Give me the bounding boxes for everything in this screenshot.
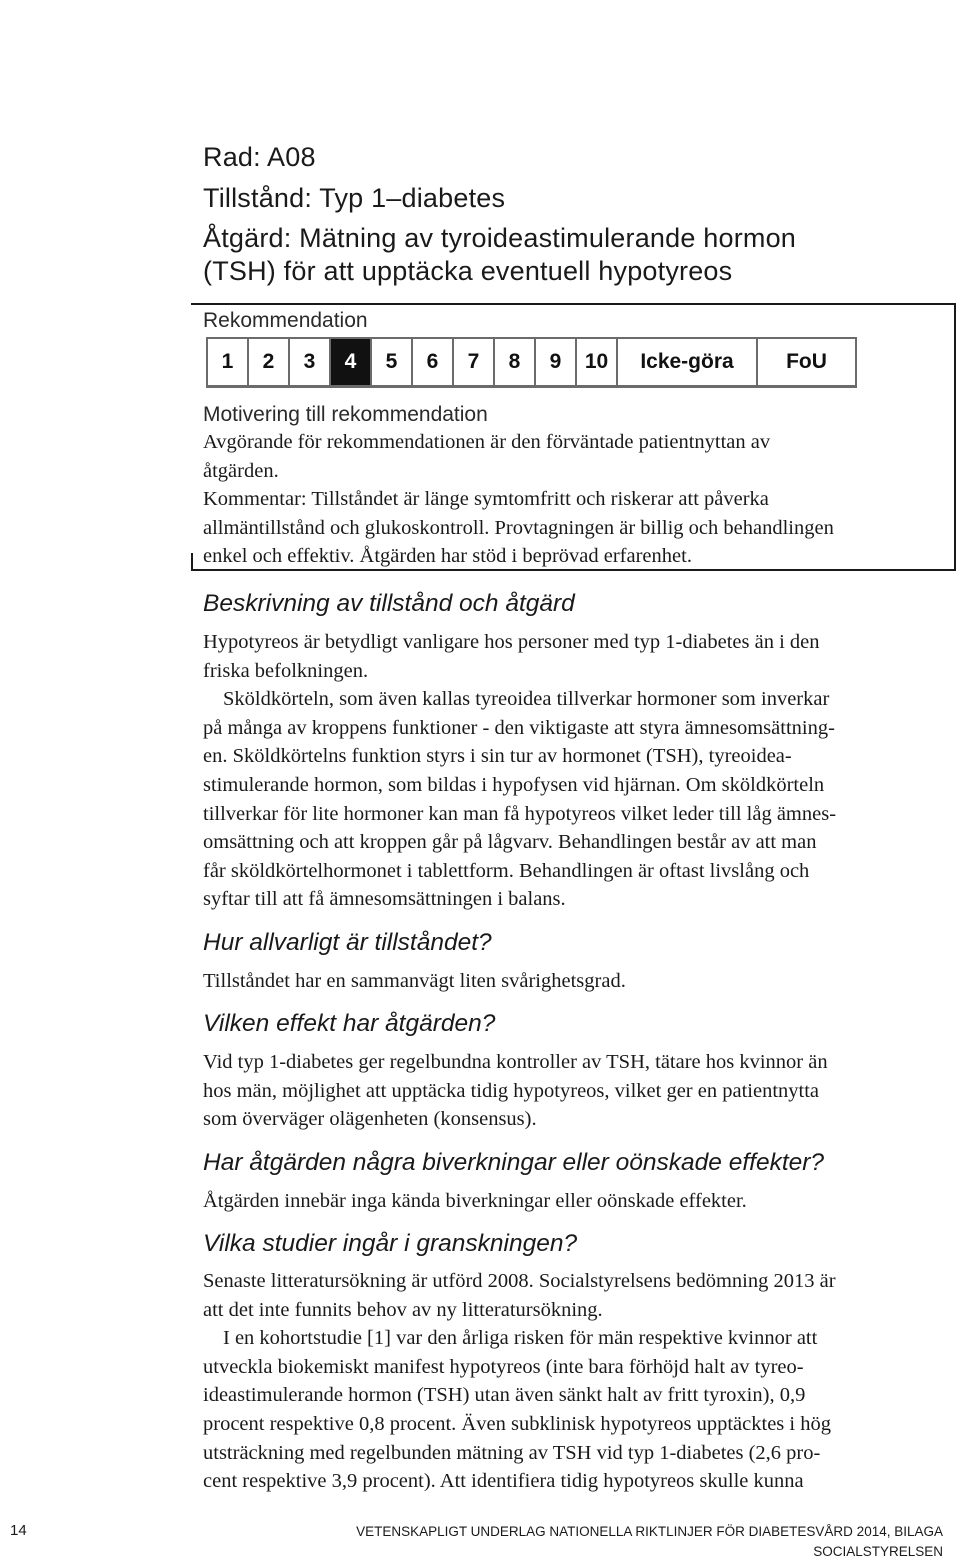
motivation-line: Avgörande för rekommendationen är den förväntade patientnyttan av [203,431,771,453]
motivation-line: allmäntillstånd och glukoskontroll. Provtagningen är billig och behandlingen [203,516,834,539]
description-line: omsättning och att kroppen går på lågvarv. Behandlingen består av att man [203,831,817,854]
recommendation-box-corner [191,553,193,571]
scale-cell-3: 3 [290,339,331,385]
studies-heading: Vilka studier ingår i granskningen? [203,1230,578,1257]
effect-heading: Vilken effekt har åtgärden? [203,1010,496,1037]
description-line: på många av kroppens funktioner - den viktigaste att styra ämnesomsättning- [203,716,835,739]
condition-title: Tillstånd: Typ 1–diabetes [203,183,506,213]
footer-publisher: SOCIALSTYRELSEN [813,1544,943,1559]
recommendation-scale [206,337,857,388]
motivation-line: Kommentar: Tillståndet är länge symtomfritt och riskerar att påverka [203,488,769,511]
studies-text [203,1267,938,1496]
studies-line: att det inte funnits behov av ny litteratursökning. [203,1298,603,1321]
studies-line: utsträckning med regelbunden mätning av TSH vid typ 1-diabetes (2,6 pro- [203,1441,821,1464]
side-effects-heading: Har åtgärden några biverkningar eller oönskade effekter? [203,1149,825,1176]
motivation-line: enkel och effektiv. Åtgärden har stöd i beprövad erfarenhet. [203,545,692,568]
studies-line: I en kohortstudie [1] var den årliga risken för män respektive kvinnor att [223,1327,818,1350]
scale-cell-fou: FoU [758,339,857,385]
scale-cell-icke-gora: Icke-göra [618,339,758,385]
description-line: friska befolkningen. [203,659,369,682]
scale-cell-4-selected: 4 [331,339,372,385]
effect-text [203,1048,938,1134]
description-line: får sköldkörtelhormonet i tablettform. Behandlingen är oftast livslång och [203,859,810,882]
motivation-label: Motivering till rekommendation [203,403,488,426]
studies-line: ideastimulerande hormon (TSH) utan även sänkt halt av fritt tyroxin), 0,9 [203,1384,806,1407]
motivation-line: åtgärden. [203,459,279,482]
scale-cell-7: 7 [454,339,495,385]
scale-cell-5: 5 [372,339,413,385]
description-line: Hypotyreos är betydligt vanligare hos personer med typ 1-diabetes än i den [203,631,820,653]
description-line: Sköldkörteln, som även kallas tyreoidea tillverkar hormoner som inverkar [223,688,830,711]
scale-cell-10: 10 [577,339,618,385]
action-title-line1: Åtgärd: Mätning av tyroideastimulerande hormon [203,223,797,253]
recommendation-label: Rekommendation [203,309,368,332]
studies-line: cent respektive 3,9 procent). Att identifiera tidig hypotyreos skulle kunna [203,1470,804,1493]
effect-line: hos män, möjlighet att upptäcka tidig hypotyreos, vilket ger en patientnytta [203,1079,820,1102]
page-number: 14 [10,1522,27,1539]
description-line: tillverkar för lite hormoner kan man få hypotyreos vilket leder till låg ämnes- [203,802,837,825]
description-line: syftar till att få ämnesomsättningen i balans. [203,888,566,911]
scale-cell-8: 8 [495,339,536,385]
row-title: Rad: A08 [203,142,316,172]
description-text [203,628,938,914]
description-line: en. Sköldkörtelns funktion styrs i sin tur av hormonet (TSH), tyreoidea- [203,745,792,768]
effect-line: som överväger olägenheten (konsensus). [203,1108,537,1131]
scale-cell-2: 2 [249,339,290,385]
severity-text: Tillståndet har en sammanvägt liten svårighetsgrad. [203,970,626,992]
description-heading: Beskrivning av tillstånd och åtgärd [203,590,575,617]
footer-publication: VETENSKAPLIGT UNDERLAG NATIONELLA RIKTLINJER FÖR DIABETESVÅRD 2014, BILAGA [356,1524,943,1539]
side-effects-text: Åtgärden innebär inga kända biverkningar eller oönskade effekter. [203,1190,747,1212]
motivation-text [203,428,943,571]
scale-cell-6: 6 [413,339,454,385]
studies-line: Senaste litteratursökning är utförd 2008. Socialstyrelsens bedömning 2013 är [203,1270,836,1292]
scale-cell-1: 1 [208,339,249,385]
action-title-line2: (TSH) för att upptäcka eventuell hypotyreos [203,256,733,286]
studies-line: utveckla biokemiskt manifest hypotyreos (inte bara förhöjd halt av tyreo- [203,1355,804,1378]
effect-line: Vid typ 1-diabetes ger regelbundna kontroller av TSH, tätare hos kvinnor än [203,1051,828,1073]
severity-heading: Hur allvarligt är tillståndet? [203,929,492,956]
description-line: stimulerande hormon, som bildas i hypofysen vid hjärnan. Om sköldkörteln [203,773,825,796]
scale-cell-9: 9 [536,339,577,385]
studies-line: procent respektive 0,8 procent. Även subklinisk hypotyreos upptäcktes i hög [203,1412,831,1435]
